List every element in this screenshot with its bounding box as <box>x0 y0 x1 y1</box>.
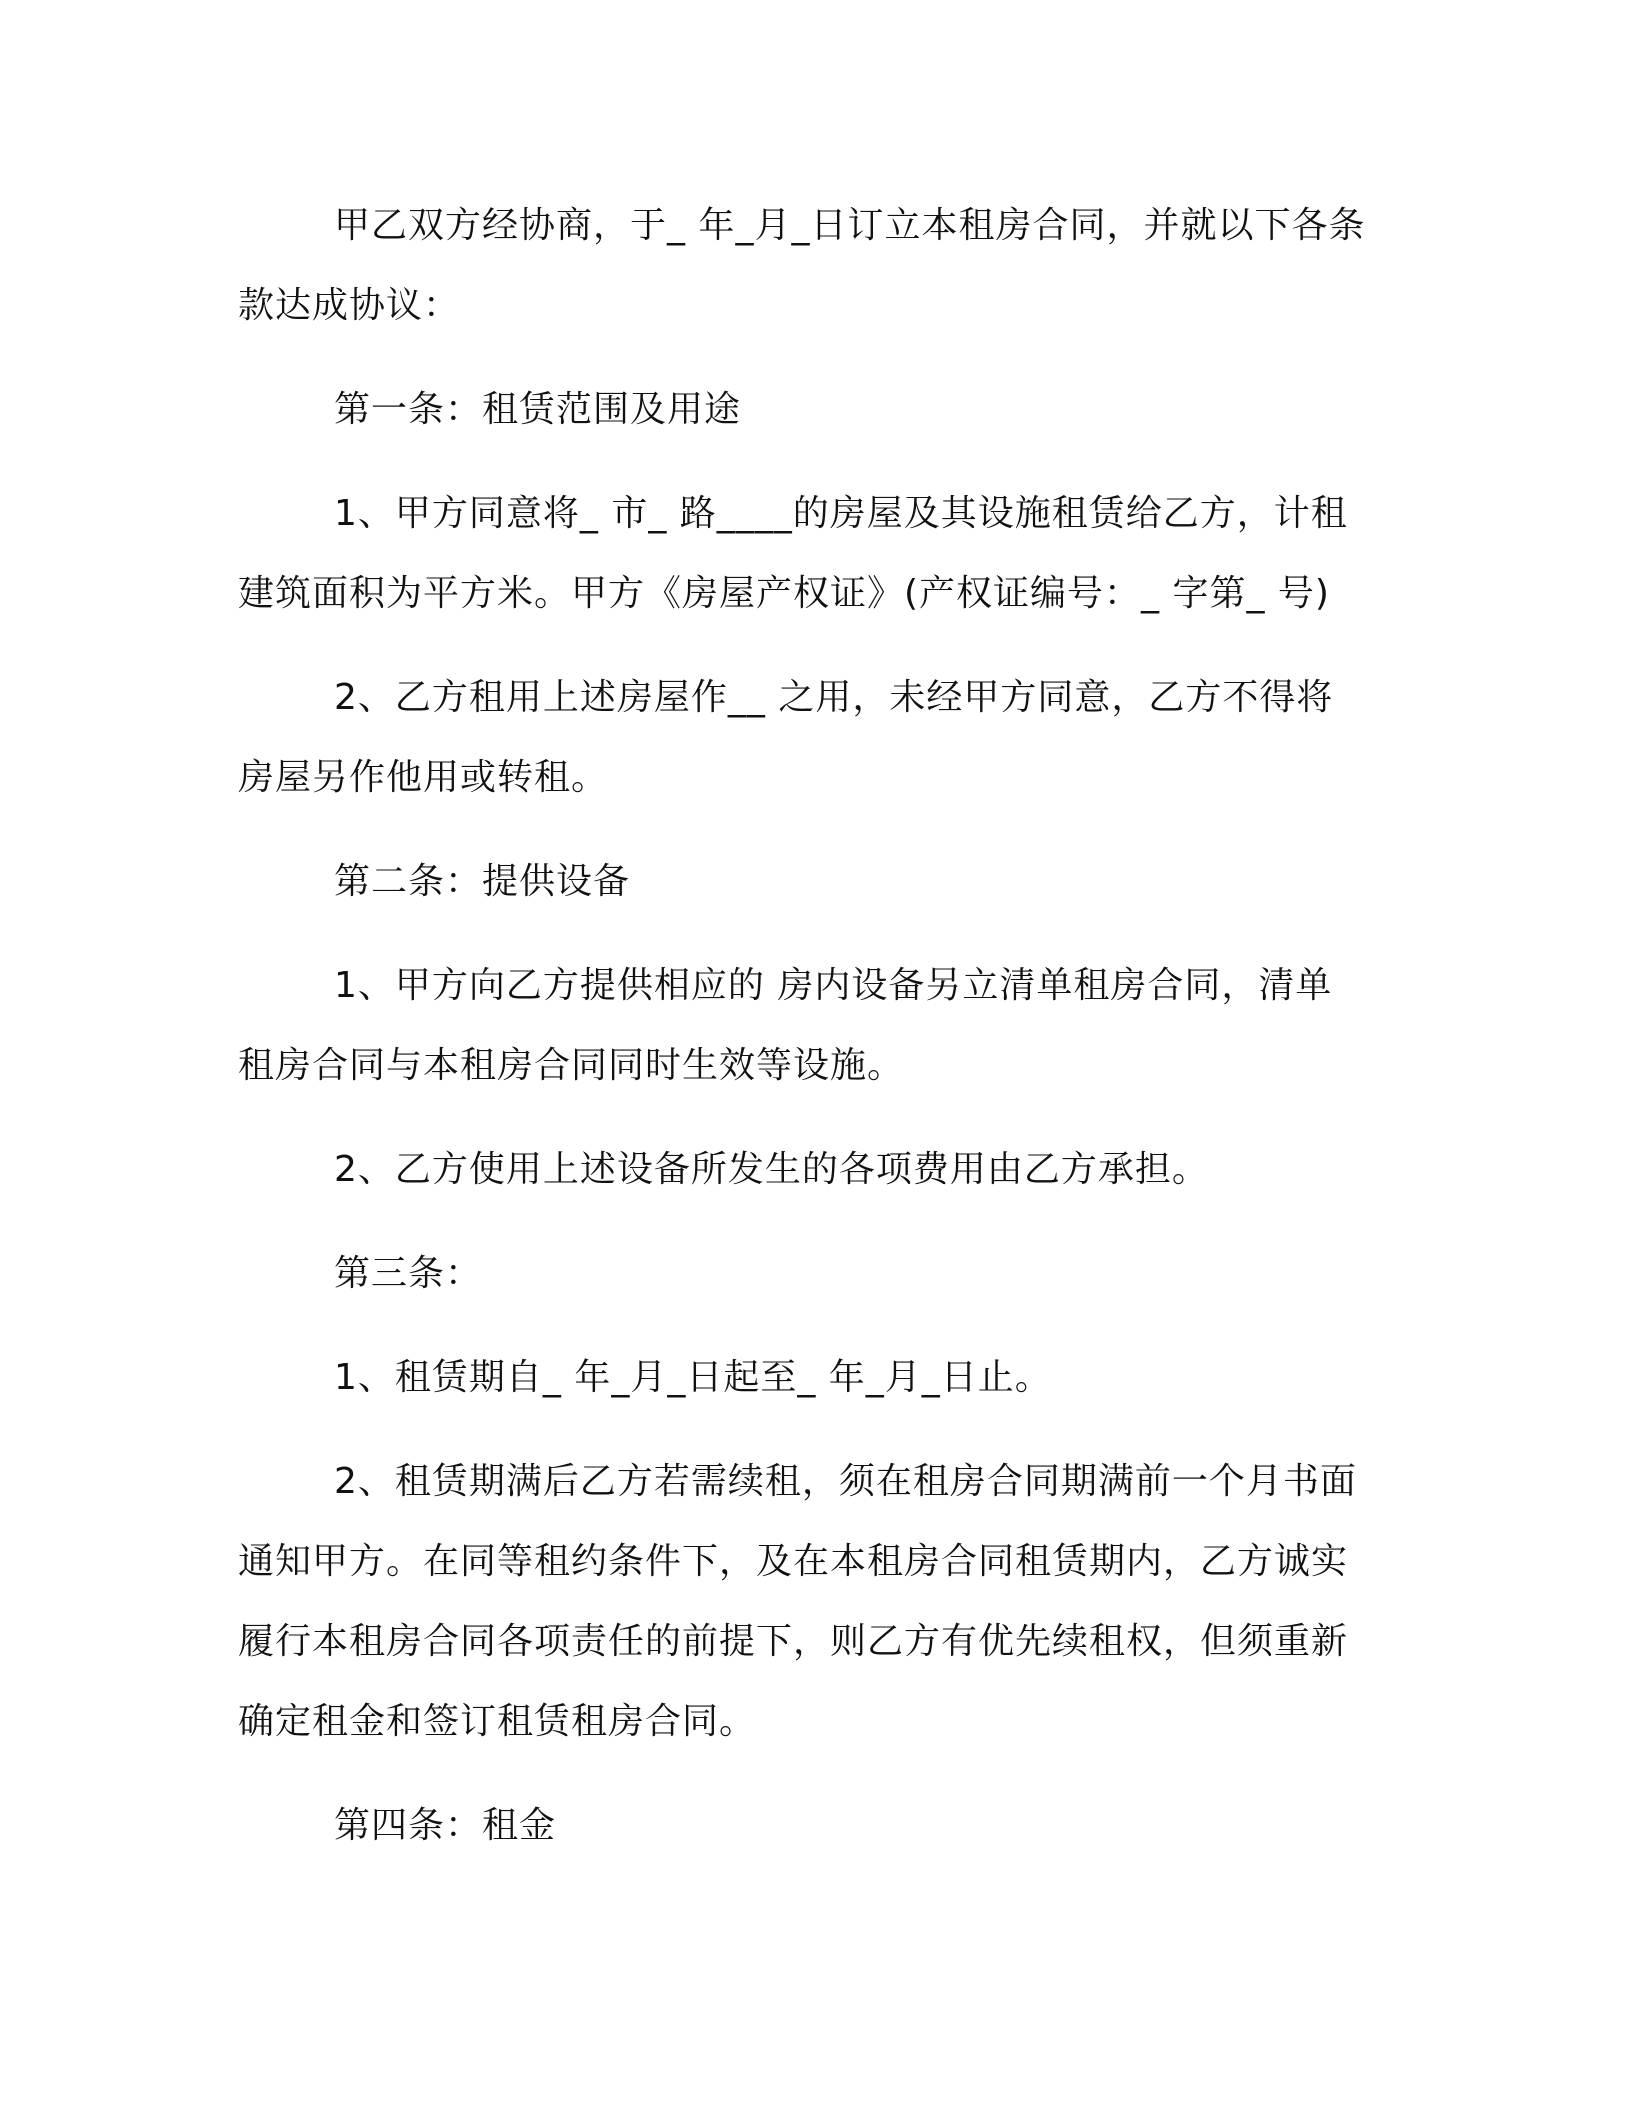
document-body <box>238 186 1368 1866</box>
article-1-heading: 第一条：租赁范围及用途 <box>334 389 742 430</box>
article-3-clause-1: 1、租赁期自_ 年_月_日起至_ 年_月_日止。 <box>334 1357 1052 1398</box>
article-2-clause-2: 2、乙方使用上述设备所发生的各项费用由乙方承担。 <box>334 1149 1209 1190</box>
spacer <box>238 634 1368 658</box>
article-3-clause-2: 2、租赁期满后乙方若需续租，须在租房合同期满前一个月书面通知甲方。在同等租约条件下，及在本租房合同租赁期内，乙方诚实履行本租房合同各项责任的前提下，则乙方有优先续租权，但须重新确定租金和签订租赁租房合同。 <box>238 1461 1357 1742</box>
spacer <box>238 1418 1368 1442</box>
spacer <box>238 1106 1368 1130</box>
paragraph-intro: 甲乙双方经协商，于_ 年_月_日订立本租房合同，并就以下各条款达成协议： <box>238 205 1366 326</box>
spacer <box>238 922 1368 946</box>
spacer <box>238 1314 1368 1338</box>
article-1-clause-2: 2、乙方租用上述房屋作__ 之用，未经甲方同意，乙方不得将房屋另作他用或转租。 <box>238 677 1334 798</box>
article-1-clause-1: 1、甲方同意将_ 市_ 路____的房屋及其设施租赁给乙方，计租建筑面积为平方米。甲方《房屋产权证》(产权证编号：_ 字第_ 号) <box>238 493 1348 614</box>
article-4-heading: 第四条：租金 <box>334 1805 557 1846</box>
article-2-clause-1: 1、甲方向乙方提供相应的 房内设备另立清单租房合同，清单租房合同与本租房合同同时生效等设施。 <box>238 965 1333 1086</box>
article-2-heading: 第二条：提供设备 <box>334 861 631 902</box>
spacer <box>238 1762 1368 1786</box>
spacer <box>238 450 1368 474</box>
spacer <box>238 346 1368 370</box>
article-3-heading: 第三条： <box>334 1253 483 1294</box>
spacer <box>238 1210 1368 1234</box>
spacer <box>238 818 1368 842</box>
